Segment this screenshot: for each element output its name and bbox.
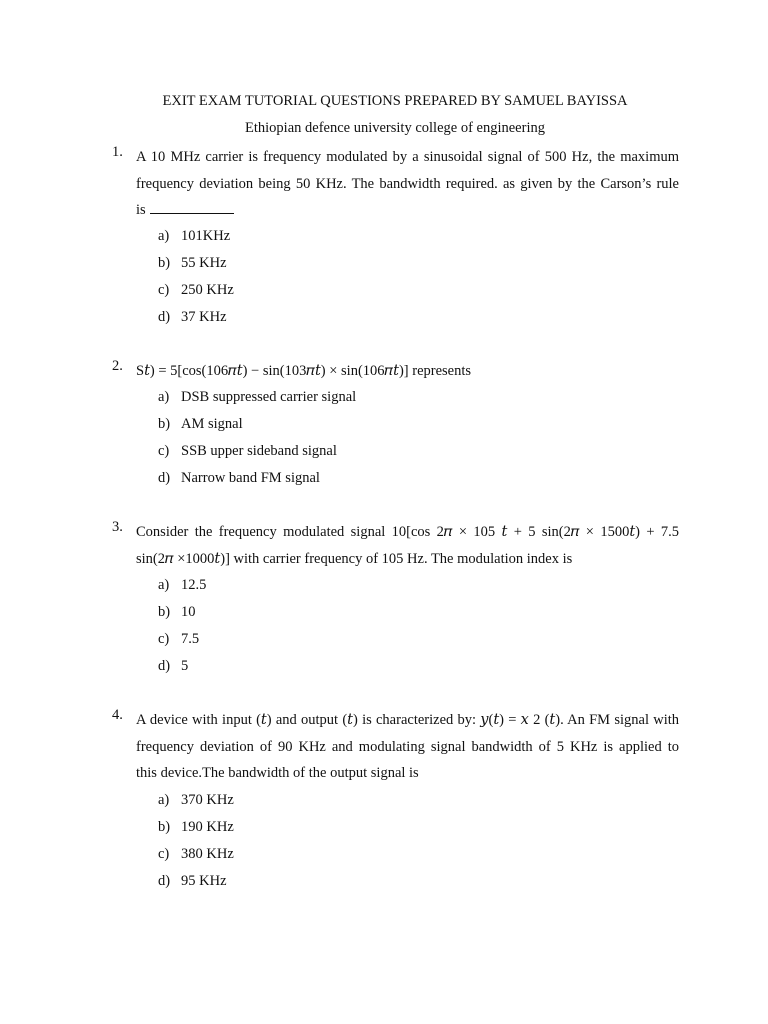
question-line: S𝑡) = 5[cos(106𝜋𝑡) − sin(103𝜋𝑡) × sin(106𝜋𝑡)] represents xyxy=(136,363,472,379)
option-letter: b) xyxy=(158,254,171,271)
option-letter: b) xyxy=(158,603,171,620)
option-letter: d) xyxy=(158,657,171,674)
option-a xyxy=(158,384,558,411)
option-letter: a) xyxy=(158,792,170,808)
option-c xyxy=(158,277,558,304)
question-text xyxy=(136,144,679,224)
option-c xyxy=(158,841,558,868)
option-letter: c) xyxy=(158,845,170,862)
option-text: Narrow band FM signal xyxy=(181,469,320,486)
option-letter: a) xyxy=(158,577,170,593)
question-line: A device with input (𝑡) and output (𝑡) is characterized by: 𝑦(𝑡) = 𝑥 2 (𝑡). An FM signal with xyxy=(136,712,679,728)
options-list xyxy=(158,572,558,680)
options-list xyxy=(158,787,558,895)
option-text: 37 KHz xyxy=(181,308,227,325)
option-letter: d) xyxy=(158,469,171,486)
question-line: sin(2𝜋 ×1000𝑡)] with carrier frequency of 105 Hz. The modulation index is xyxy=(136,550,573,567)
option-text: 380 KHz xyxy=(181,845,234,862)
option-d xyxy=(158,868,558,895)
option-a xyxy=(158,223,558,250)
question-number: 1. xyxy=(112,144,123,160)
option-text: 370 KHz xyxy=(181,792,234,808)
option-letter: b) xyxy=(158,415,171,432)
option-text: 55 KHz xyxy=(181,254,227,271)
option-letter: c) xyxy=(158,630,170,647)
option-letter: c) xyxy=(158,442,170,459)
question-text xyxy=(136,519,679,572)
options-list xyxy=(158,223,558,331)
option-letter: a) xyxy=(158,389,170,405)
option-text: 250 KHz xyxy=(181,281,234,298)
answer-blank xyxy=(150,201,234,214)
option-text: 101KHz xyxy=(181,228,231,244)
question-line: frequency deviation being 50 KHz. The bandwidth required. as given by the Carson’s rule xyxy=(136,175,679,192)
option-letter: d) xyxy=(158,308,171,325)
option-b xyxy=(158,411,558,438)
question-line: Consider the frequency modulated signal 10[cos 2𝜋 × 105 𝑡 + 5 sin(2𝜋 × 1500𝑡) + 7.5 xyxy=(136,524,679,540)
question-text xyxy=(136,358,679,385)
question-number: 4. xyxy=(112,707,123,723)
option-a xyxy=(158,787,558,814)
option-letter: c) xyxy=(158,281,170,298)
question-line: this device.The bandwidth of the output signal is xyxy=(136,765,419,782)
option-text: 95 KHz xyxy=(181,872,227,889)
option-letter: d) xyxy=(158,872,171,889)
option-letter: a) xyxy=(158,228,170,244)
option-text: 190 KHz xyxy=(181,818,234,835)
document-subtitle: Ethiopian defence university college of engineering xyxy=(245,120,545,136)
option-text: SSB upper sideband signal xyxy=(181,442,337,459)
question-line: A 10 MHz carrier is frequency modulated by a sinusoidal signal of 500 Hz, the maximum xyxy=(136,149,679,165)
question-text xyxy=(136,707,679,787)
question-line: frequency deviation of 90 KHz and modulating signal bandwidth of 5 KHz is applied to xyxy=(136,738,679,755)
option-b xyxy=(158,814,558,841)
option-text: DSB suppressed carrier signal xyxy=(181,389,357,405)
option-text: AM signal xyxy=(181,415,243,432)
option-d xyxy=(158,653,558,680)
option-d xyxy=(158,304,558,331)
question-number: 2. xyxy=(112,358,123,374)
option-b xyxy=(158,250,558,277)
option-text: 10 xyxy=(181,603,196,620)
option-letter: b) xyxy=(158,818,171,835)
option-text: 7.5 xyxy=(181,630,200,647)
question-number: 3. xyxy=(112,519,123,535)
option-c xyxy=(158,438,558,465)
option-b xyxy=(158,599,558,626)
option-a xyxy=(158,572,558,599)
option-text: 12.5 xyxy=(181,577,207,593)
options-list xyxy=(158,384,558,492)
question-line: is xyxy=(136,202,146,219)
option-text: 5 xyxy=(181,657,189,674)
question-line-with-blank xyxy=(136,197,679,224)
document-title: EXIT EXAM TUTORIAL QUESTIONS PREPARED BY SAMUEL BAYISSA xyxy=(162,93,628,109)
option-d xyxy=(158,465,558,492)
option-c xyxy=(158,626,558,653)
